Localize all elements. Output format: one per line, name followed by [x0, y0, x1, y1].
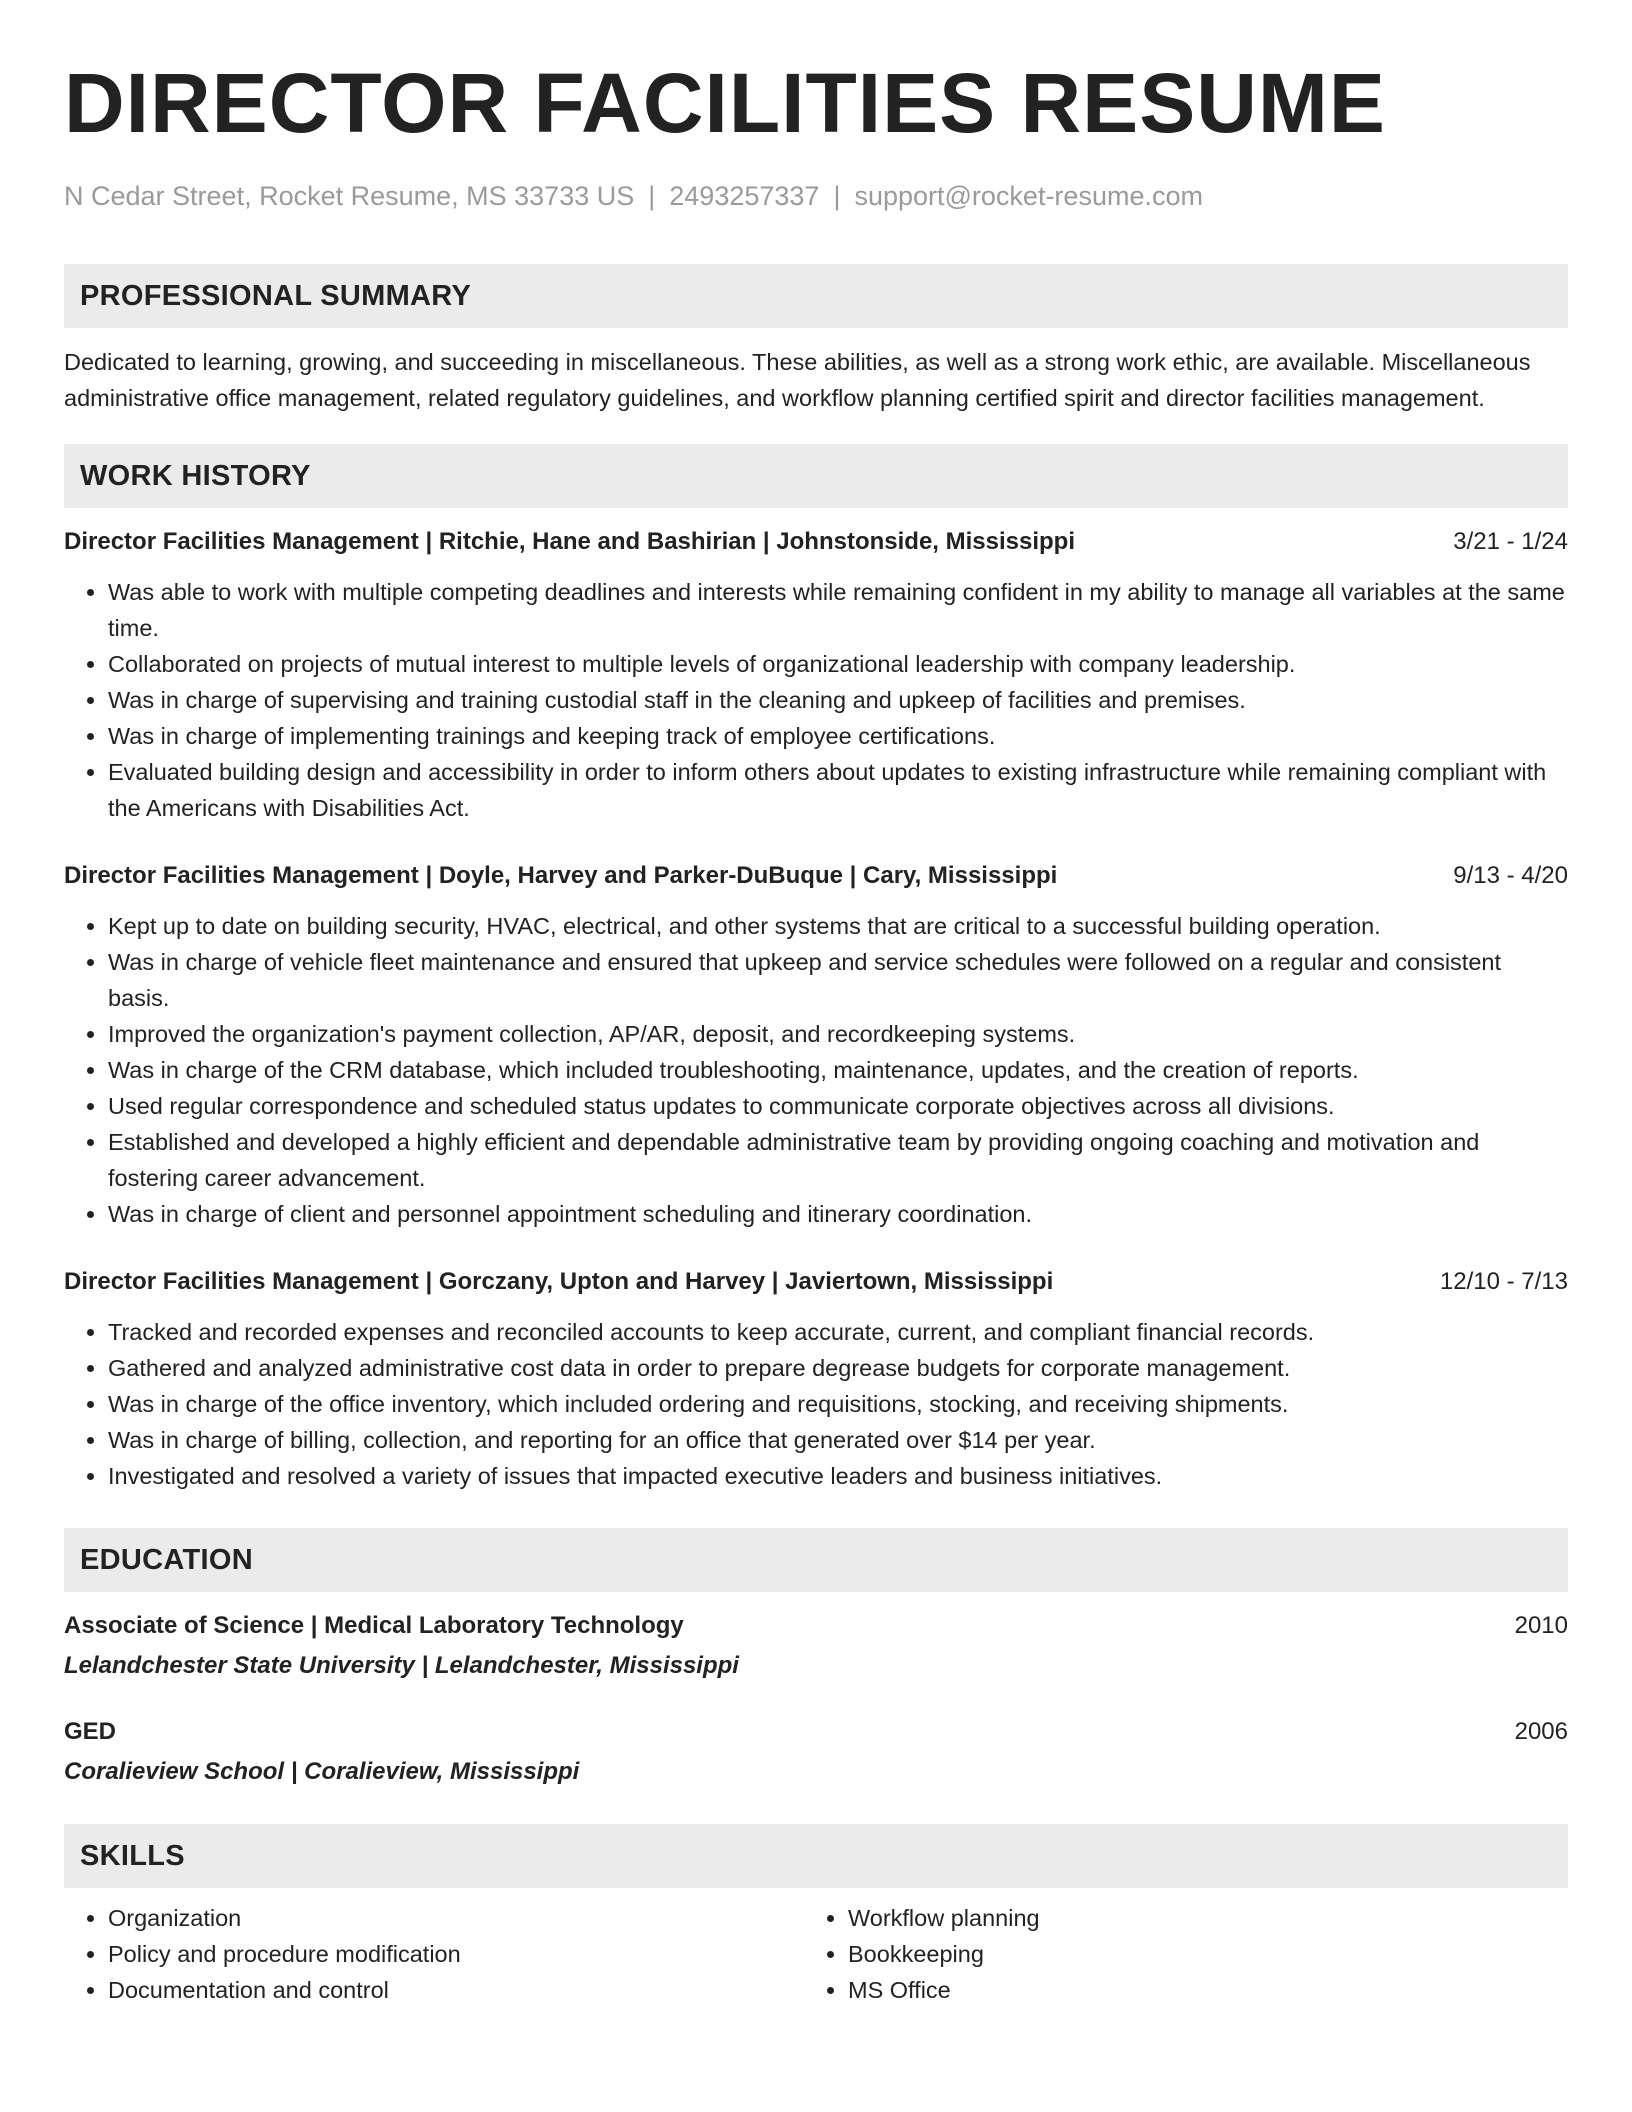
job-bullet: • Was in charge of the CRM database, which included troubleshooting, maintenance, updates, and the creation of reports. [108, 1052, 1568, 1088]
job-bullet: • Evaluated building design and accessibility in order to inform others about updates to existing infrastructure while remaining compliant with the Americans with Disabilities Act. [108, 754, 1568, 826]
job-title: Director Facilities Management | Gorczany, Upton and Harvey | Javiertown, Mississippi [64, 1268, 1054, 1295]
job-bullet: • Used regular correspondence and scheduled status updates to communicate corporate objectives across all divisions. [108, 1088, 1568, 1124]
contact-phone: 2493257337 [669, 181, 820, 211]
education-entry [64, 1608, 1568, 1684]
job-header [64, 858, 1568, 894]
contact-email: support@rocket-resume.com [854, 181, 1203, 211]
job-bullet: • Improved the organization's payment collection, AP/AR, deposit, and recordkeeping systems. [108, 1016, 1568, 1052]
job-bullets [64, 908, 1568, 1232]
education-school: Coralieview School | Coralieview, Mississippi [64, 1758, 580, 1785]
job-dates: 3/21 - 1/24 [1453, 528, 1568, 555]
job-title: Director Facilities Management | Ritchie, Hane and Bashirian | Johnstonside, Mississippi [64, 528, 1076, 555]
summary-text: Dedicated to learning, growing, and succeeding in miscellaneous. These abilities, as well as a strong work ethic, are available. Miscellaneous administrative office management, related regulatory guidelines, and workflow planning certified spirit and director facilities management. [64, 349, 1531, 411]
job-bullets [64, 1314, 1568, 1494]
job-dates: 9/13 - 4/20 [1453, 862, 1568, 889]
education-header [64, 1714, 1568, 1750]
job-bullet: • Kept up to date on building security, HVAC, electrical, and other systems that are critical to a successful building operation. [108, 908, 1568, 944]
resume-title: DIRECTOR FACILITIES RESUME [64, 56, 1386, 150]
job-header [64, 1264, 1568, 1300]
job-bullet: • Was in charge of the office inventory, which included ordering and requisitions, stocking, and receiving shipments. [108, 1386, 1568, 1422]
skill-item: • Workflow planning [848, 1900, 1544, 1936]
skill-item: • Organization [108, 1900, 804, 1936]
job-bullet: • Was in charge of implementing trainings and keeping track of employee certifications. [108, 718, 1568, 754]
contact-address: N Cedar Street, Rocket Resume, MS 33733 US [64, 181, 635, 211]
skills-list [804, 1900, 1544, 2008]
contact-separator: | [833, 181, 841, 211]
skills-list [64, 1900, 804, 2008]
section-heading-education: EDUCATION [64, 1528, 1568, 1592]
skills-column-right [804, 1900, 1544, 2008]
job-bullet: • Was in charge of billing, collection, and reporting for an office that generated over $14 per year. [108, 1422, 1568, 1458]
education-year: 2006 [1514, 1718, 1568, 1745]
job-entry [64, 858, 1568, 1232]
section-heading-work-history: WORK HISTORY [64, 444, 1568, 508]
job-bullet: • Gathered and analyzed administrative cost data in order to prepare degrease budgets for corporate management. [108, 1350, 1568, 1386]
skills-grid [64, 1900, 1568, 2008]
job-bullets [64, 574, 1568, 826]
education-school: Lelandchester State University | Lelandchester, Mississippi [64, 1652, 739, 1679]
job-title: Director Facilities Management | Doyle, Harvey and Parker-DuBuque | Cary, Mississippi [64, 862, 1058, 889]
skill-item: • Documentation and control [108, 1972, 804, 2008]
job-bullet: • Was in charge of supervising and training custodial staff in the cleaning and upkeep of facilities and premises. [108, 682, 1568, 718]
job-bullet: • Investigated and resolved a variety of issues that impacted executive leaders and business initiatives. [108, 1458, 1568, 1494]
education-header [64, 1608, 1568, 1644]
job-header [64, 524, 1568, 560]
job-bullet: • Established and developed a highly efficient and dependable administrative team by providing ongoing coaching and motivation and fostering career advancement. [108, 1124, 1568, 1196]
contact-separator: | [648, 181, 656, 211]
job-bullet: • Tracked and recorded expenses and reconciled accounts to keep accurate, current, and compliant financial records. [108, 1314, 1568, 1350]
section-heading-summary: PROFESSIONAL SUMMARY [64, 264, 1568, 328]
job-entry [64, 1264, 1568, 1494]
section-heading-skills: SKILLS [64, 1824, 1568, 1888]
job-entry [64, 524, 1568, 826]
skill-item: • MS Office [848, 1972, 1544, 2008]
job-bullet: • Was in charge of client and personnel appointment scheduling and itinerary coordination. [108, 1196, 1568, 1232]
job-dates: 12/10 - 7/13 [1439, 1268, 1568, 1295]
education-entry [64, 1714, 1568, 1790]
education-degree: Associate of Science | Medical Laboratory Technology [64, 1612, 684, 1639]
education-year: 2010 [1514, 1612, 1568, 1639]
job-bullet: • Collaborated on projects of mutual interest to multiple levels of organizational leadership with company leadership. [108, 646, 1568, 682]
job-bullet: • Was in charge of vehicle fleet maintenance and ensured that upkeep and service schedules were followed on a regular and consistent basis. [108, 944, 1568, 1016]
contact-line [64, 178, 1568, 214]
skill-item: • Policy and procedure modification [108, 1936, 804, 1972]
skills-column-left [64, 1900, 804, 2008]
skill-item: • Bookkeeping [848, 1936, 1544, 1972]
job-bullet: • Was able to work with multiple competing deadlines and interests while remaining confident in my ability to manage all variables at the same time. [108, 574, 1568, 646]
education-degree: GED [64, 1718, 117, 1745]
